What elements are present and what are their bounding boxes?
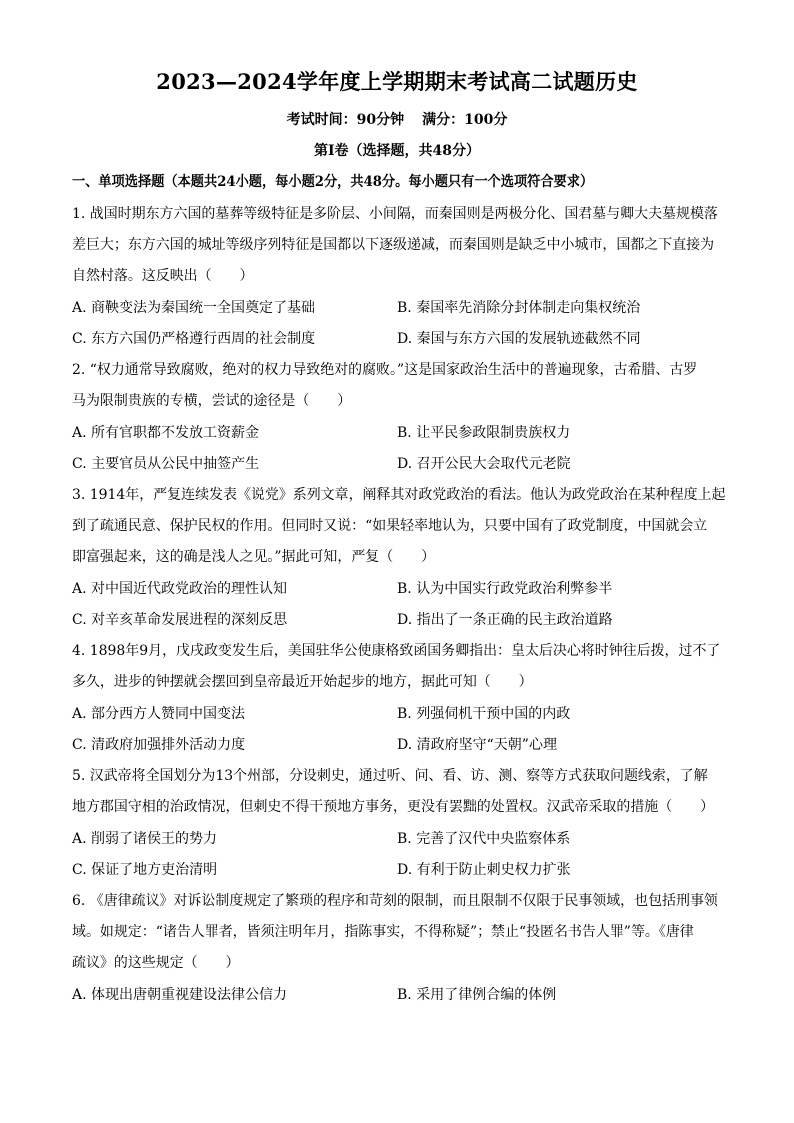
question-4-line-1: 4. 1898年9月，戊戌政变发生后，美国驻华公使康格致函国务卿指出：皇太后决心将时钟往后拨，过不了 [72,643,721,659]
question-2-line-1: 2. “权力通常导致腐败，绝对的权力导致绝对的腐败。”这是国家政治生活中的普遍现象，古希腊、古罗 [72,362,698,378]
exam-title: 2023—2024学年度上学期期末考试高二试题历史 [156,69,638,94]
question-3-option-c[interactable]: C. 对辛亥革命发展进程的深刻反思 [72,612,288,628]
question-3-option-b[interactable]: B. 认为中国实行政党政治利弊参半 [397,581,613,597]
exam-info [0,109,794,129]
question-2-line-2: 马为限制贵族的专横，尝试的途径是（ ） [72,393,352,409]
question-5-option-d[interactable]: D. 有利于防止刺史权力扩张 [397,862,571,878]
question-4-option-d[interactable]: D. 清政府坚守“天朝”心理 [397,737,557,753]
question-4-option-a[interactable]: A. 部分西方人赞同中国变法 [72,706,246,722]
question-2-option-d[interactable]: D. 召开公民大会取代元老院 [397,456,571,472]
question-3-line-1: 3. 1914年，严复连续发表《说党》系列文章，阐释其对政党政治的看法。他认为政党政治在某种程度上起 [72,487,726,503]
question-2-option-c[interactable]: C. 主要官员从公民中抽签产生 [72,456,260,472]
volume-heading: 第Ⅰ卷（选择题，共48分） [313,143,481,159]
question-3-option-a[interactable]: A. 对中国近代政党政治的理性认知 [72,581,288,597]
question-2-option-b[interactable]: B. 让平民参政限制贵族权力 [397,425,571,441]
question-4-option-b[interactable]: B. 列强伺机干预中国的内政 [397,706,571,722]
question-6-line-1: 6. 《唐律疏议》对诉讼制度规定了繁琐的程序和苛刻的限制，而且限制不仅限于民事领域，也包括刑事领 [72,893,718,909]
question-5-option-a[interactable]: A. 削弱了诸侯王的势力 [72,831,218,847]
question-2-option-a[interactable]: A. 所有官职都不发放工资薪金 [72,425,260,441]
question-1-option-b[interactable]: B. 秦国率先消除分封体制走向集权统治 [397,300,641,316]
question-5-option-c[interactable]: C. 保证了地方吏治清明 [72,862,218,878]
question-6-option-b[interactable]: B. 采用了律例合编的体例 [397,987,557,1003]
question-3-line-3: 即富强起来，这的确是浅人之见。”据此可知，严复（ ） [72,549,436,565]
question-3-line-2: 到了疏通民意、保护民权的作用。但同时又说：“如果轻率地认为，只要中国有了政党制度，中国就会立 [72,518,708,534]
question-6-line-2: 域。如规定：“诸告人罪者，皆须注明年月，指陈事实，不得称疑”；禁止“投匿名书告人罪”等。《唐律 [72,924,694,940]
question-3-option-d[interactable]: D. 指出了一条正确的民主政治道路 [397,612,613,628]
question-1-option-c[interactable]: C. 东方六国仍严格遵行西周的社会制度 [72,331,316,347]
question-1-option-d[interactable]: D. 秦国与东方六国的发展轨迹截然不同 [397,331,641,347]
question-6-option-a[interactable]: A. 体现出唐朝重视建设法律公信力 [72,987,288,1003]
section-heading: 一、单项选择题（本题共24小题，每小题2分，共48分。每小题只有一个选项符合要求） [72,174,594,190]
question-6-line-3: 疏议》的这些规定（ ） [72,955,240,971]
question-1-line-1: 1. 战国时期东方六国的墓葬等级特征是多阶层、小间隔，而秦国则是两极分化、国君墓与卿大夫墓规模落 [72,206,718,222]
question-5-line-1: 5. 汉武帝将全国划分为13个州部，分设刺史，通过听、问、看、访、测、察等方式获取问题线索，了解 [72,768,708,784]
question-4-option-c[interactable]: C. 清政府加强排外活动力度 [72,737,246,753]
question-1-line-3: 自然村落。这反映出（ ） [72,268,254,284]
exam-score: 满分：100分 [422,112,508,128]
question-1-option-a[interactable]: A. 商鞅变法为秦国统一全国奠定了基础 [72,300,316,316]
question-5-line-2: 地方郡国守相的治政情况，但刺史不得干预地方事务，更没有罢黜的处置权。汉武帝采取的措施（ ） [72,799,715,815]
question-5-option-b[interactable]: B. 完善了汉代中央监察体系 [397,831,571,847]
question-4-line-2: 多久，进步的钟摆就会摆回到皇帝最近开始起步的地方，据此可知（ ） [72,674,533,690]
exam-time: 考试时间：90分钟 [286,112,405,128]
question-1-line-2: 差巨大；东方六国的城址等级序列特征是国都以下逐级递减，而秦国则是缺乏中小城市，国都之下直接为 [72,237,715,253]
